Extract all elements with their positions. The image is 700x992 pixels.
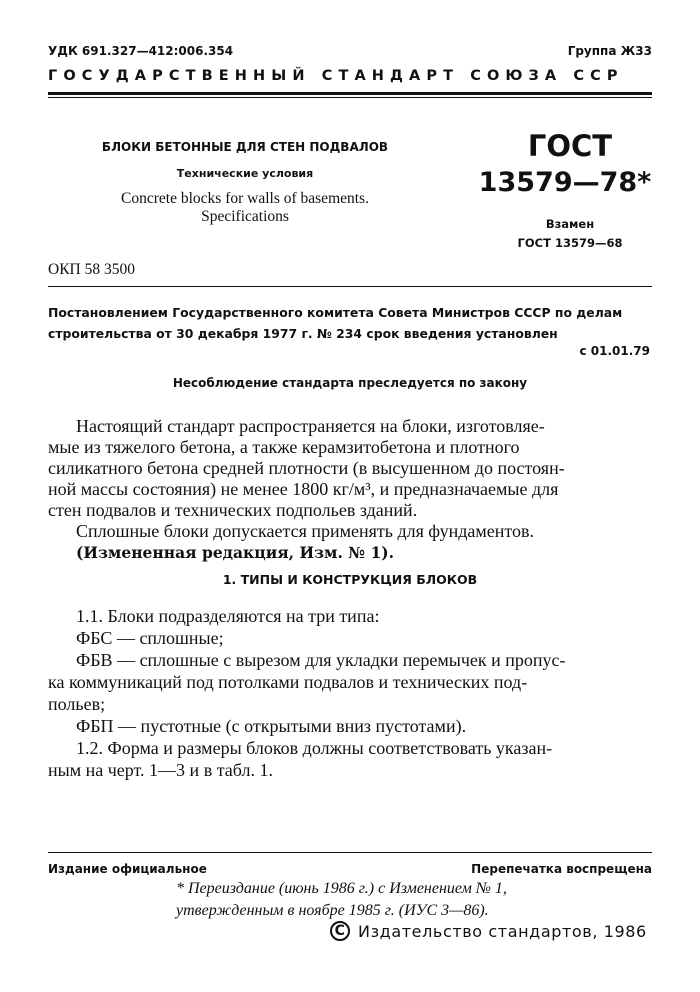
section1-line: 1.1. Блоки подразделяются на три типа: [76, 606, 380, 626]
english-title [60, 190, 430, 226]
copyright [330, 921, 647, 941]
section1-line: ФБС — сплошные; [76, 628, 224, 648]
law-notice: Несоблюдение стандарта преследуется по закону [172, 376, 528, 390]
section1-line: ка коммуникаций под потолками подвалов и технических под- [48, 672, 528, 692]
section1-line: польев; [48, 694, 106, 714]
official-edition: Издание официальное [48, 862, 207, 876]
intro-line: Настоящий стандарт распространяется на блоки, изготовляе- [76, 416, 545, 436]
intro-line: стен подвалов и технических подпольев зданий. [48, 500, 418, 520]
reissue-note-line1: * Переиздание (июнь 1986 г.) с Изменением № 1, [176, 880, 507, 897]
state-standard-banner: ГОСУДАРСТВЕННЫЙ СТАНДАРТ СОЮЗА ССР [48, 68, 624, 84]
header-rule-thick [48, 92, 652, 95]
udk-code: УДК 691.327—412:006.354 [48, 44, 234, 58]
header-rule-thin [48, 97, 652, 98]
replaces-value: ГОСТ 13579—68 [517, 236, 623, 250]
copyright-icon: C [330, 921, 350, 941]
english-title-line1: Concrete blocks for walls of basements. [121, 190, 369, 207]
footer-rule [48, 852, 652, 853]
group-code: Группа Ж33 [567, 44, 652, 58]
section-heading: 1. ТИПЫ И КОНСТРУКЦИЯ БЛОКОВ [222, 572, 478, 587]
intro-line: силикатного бетона средней плотности (в высушенном до постоян- [48, 458, 565, 478]
title-rule [48, 286, 652, 287]
intro-line: ной массы состояния) не менее 1800 кг/м³, и предназначаемые для [48, 479, 559, 499]
english-title-line2: Specifications [201, 208, 289, 225]
copyright-text: Издательство стандартов, 1986 [358, 921, 647, 941]
gost-number: 13579—78* [478, 167, 652, 198]
decree-text: Постановлением Государственного комитета Совета Министров СССР по делам строительства от 30 декабря 1977 г. № 234 срок введения установлен [48, 305, 623, 341]
intro-line: мые из тяжелого бетона, а также керамзитобетона и плотного [48, 437, 520, 457]
solid-note: Сплошные блоки допускается применять для фундаментов. [76, 521, 535, 541]
section1-line: ФБВ — сплошные с вырезом для укладки перемычек и пропус- [76, 650, 566, 670]
okp-code: ОКП 58 3500 [48, 261, 135, 278]
section1-line: ным на черт. 1—3 и в табл. 1. [48, 760, 273, 780]
edit-note: (Измененная редакция, Изм. № 1). [76, 543, 394, 562]
reissue-note-line2: утвержденным в ноябре 1985 г. (ИУС 3—86). [176, 902, 489, 919]
effective-date: с 01.01.79 [579, 344, 650, 358]
reprint-notice: Перепечатка воспрещена [471, 862, 652, 876]
section1-line: ФБП — пустотные (с открытыми вниз пустотами). [76, 716, 467, 736]
document-subtitle: Технические условия [176, 167, 314, 180]
replaces-label: Взамен [545, 217, 595, 231]
document-title: БЛОКИ БЕТОННЫЕ ДЛЯ СТЕН ПОДВАЛОВ [101, 140, 389, 154]
section1-line: 1.2. Форма и размеры блоков должны соответствовать указан- [76, 738, 553, 758]
gost-label: ГОСТ [527, 129, 613, 163]
